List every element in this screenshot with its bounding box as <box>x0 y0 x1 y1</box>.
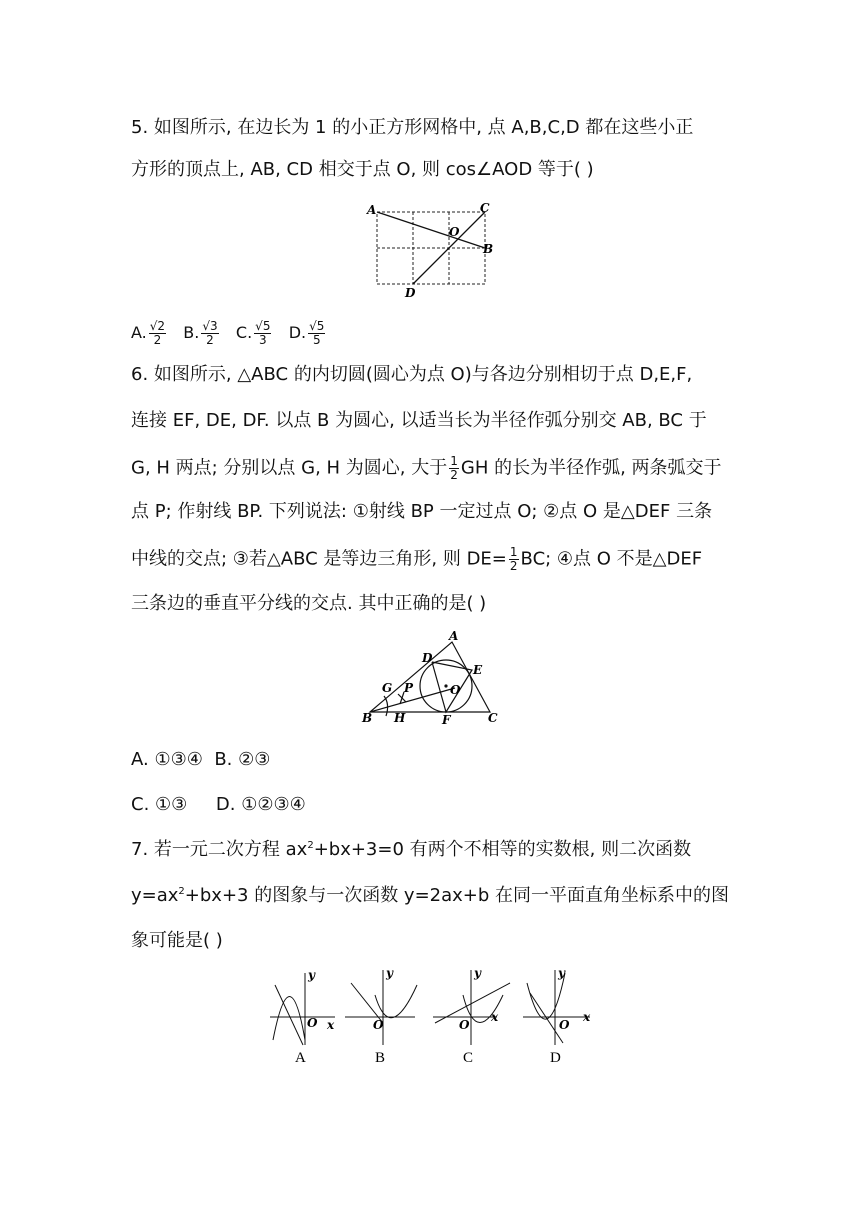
q6-label-e: E <box>473 663 483 677</box>
q6-label-p: P <box>404 681 414 695</box>
q5-label-b: B <box>483 242 494 256</box>
q6-options-row1 <box>131 748 270 772</box>
q5-option-d[interactable]: D. $\frac{√5}{5}$ <box>288 319 325 347</box>
q7-graph-d-y-label: y <box>558 966 565 980</box>
q6-label-h: H <box>394 711 406 725</box>
q5-label-o: O <box>449 225 460 239</box>
q6-label-d: D <box>422 651 433 665</box>
q7-graph-d[interactable] <box>523 966 591 1066</box>
q7-graph-c-y-label: y <box>474 966 481 980</box>
q6-label-o: O <box>450 683 461 697</box>
q6-option-c[interactable]: C. ①③ <box>131 794 188 815</box>
q7-text-line3: 象可能是( ) <box>131 930 223 951</box>
q5-label-c: C <box>480 201 490 215</box>
q7-graph-b-label: B <box>375 1050 386 1066</box>
q5-option-a[interactable]: A. $\frac{√2}{2}$ <box>131 319 166 347</box>
q5-options <box>131 320 327 347</box>
q6-label-c: C <box>488 711 498 725</box>
q5-label-d: D <box>405 286 416 300</box>
q7-graphs-figure <box>265 965 605 1065</box>
q6-text-line4: 点 P; 作射线 BP. 下列说法: ①射线 BP 一定过点 O; ②点 O 是△DEF 三条 <box>131 501 713 522</box>
q5-label-a: A <box>367 203 377 217</box>
q7-text-line2: $y=ax^2+bx+3$ 的图象与一次函数 y=2ax+b 在同一平面直角坐标系中的图 <box>131 885 730 906</box>
q6-option-a[interactable]: A. ①③④ <box>131 749 203 770</box>
q6-options-row2 <box>131 793 306 817</box>
q7-graph-a[interactable] <box>270 968 335 1066</box>
q7-text-line1: 7. 若一元二次方程 $ax^2+bx+3=0$ 有两个不相等的实数根, 则二次函数 <box>131 839 692 860</box>
q7-graph-b-origin: O <box>373 1018 384 1032</box>
q5-option-c[interactable]: C. $\frac{√5}{3}$ <box>235 319 271 347</box>
q6-label-a: A <box>449 629 459 643</box>
q7-graph-a-origin: O <box>307 1016 318 1030</box>
q6-label-f: F <box>442 713 451 727</box>
q5-grid-figure <box>365 200 505 300</box>
q6-text-line2: 连接 EF, DE, DF. 以点 B 为圆心, 以适当长为半径作弧分别交 AB, BC 于 <box>131 410 707 431</box>
q7-graph-a-x-label: x <box>327 1018 335 1032</box>
q6-text-line3: G, H 两点; 分别以点 G, H 为圆心, 大于 $\frac{1}{2}$ GH 的长为半径作弧, 两条弧交于 <box>131 454 722 482</box>
q6-text-line6: 三条边的垂直平分线的交点. 其中正确的是( ) <box>131 593 487 614</box>
q7-graph-a-label: A <box>295 1050 306 1066</box>
q7-graph-a-y-label: y <box>308 968 315 982</box>
q6-incircle-figure <box>360 630 510 730</box>
q7-graph-c-label: C <box>463 1050 474 1066</box>
q7-graph-d-origin: O <box>559 1018 570 1032</box>
q7-graph-d-label: D <box>550 1050 561 1066</box>
q5-text-line2: 方形的顶点上, AB, CD 相交于点 O, 则 cos∠AOD 等于( ) <box>131 159 594 180</box>
q7-graph-c-x-label: x <box>491 1010 499 1024</box>
q5-text-line1: 5. 如图所示, 在边长为 1 的小正方形网格中, 点 A,B,C,D 都在这些小正 <box>131 117 694 138</box>
q6-option-d[interactable]: D. ①②③④ <box>215 794 306 815</box>
q7-graph-b[interactable] <box>345 966 417 1066</box>
q7-graph-c[interactable] <box>433 966 510 1066</box>
q5-option-b[interactable]: B. $\frac{√3}{2}$ <box>183 319 218 347</box>
q7-graph-b-y-label: y <box>386 966 393 980</box>
q6-text-line1: 6. 如图所示, △ABC 的内切圆(圆心为点 O)与各边分别相切于点 D,E,F, <box>131 364 693 385</box>
q7-graph-c-origin: O <box>459 1018 470 1032</box>
q6-label-g: G <box>382 681 393 695</box>
q6-option-b[interactable]: B. ②③ <box>214 749 271 770</box>
q6-label-b: B <box>362 711 373 725</box>
q6-text-line5: 中线的交点; ③若△ABC 是等边三角形, 则 DE= $\frac{1}{2}$ BC; ④点 O 不是△DEF <box>131 545 703 573</box>
q7-graph-d-x-label: x <box>583 1010 591 1024</box>
